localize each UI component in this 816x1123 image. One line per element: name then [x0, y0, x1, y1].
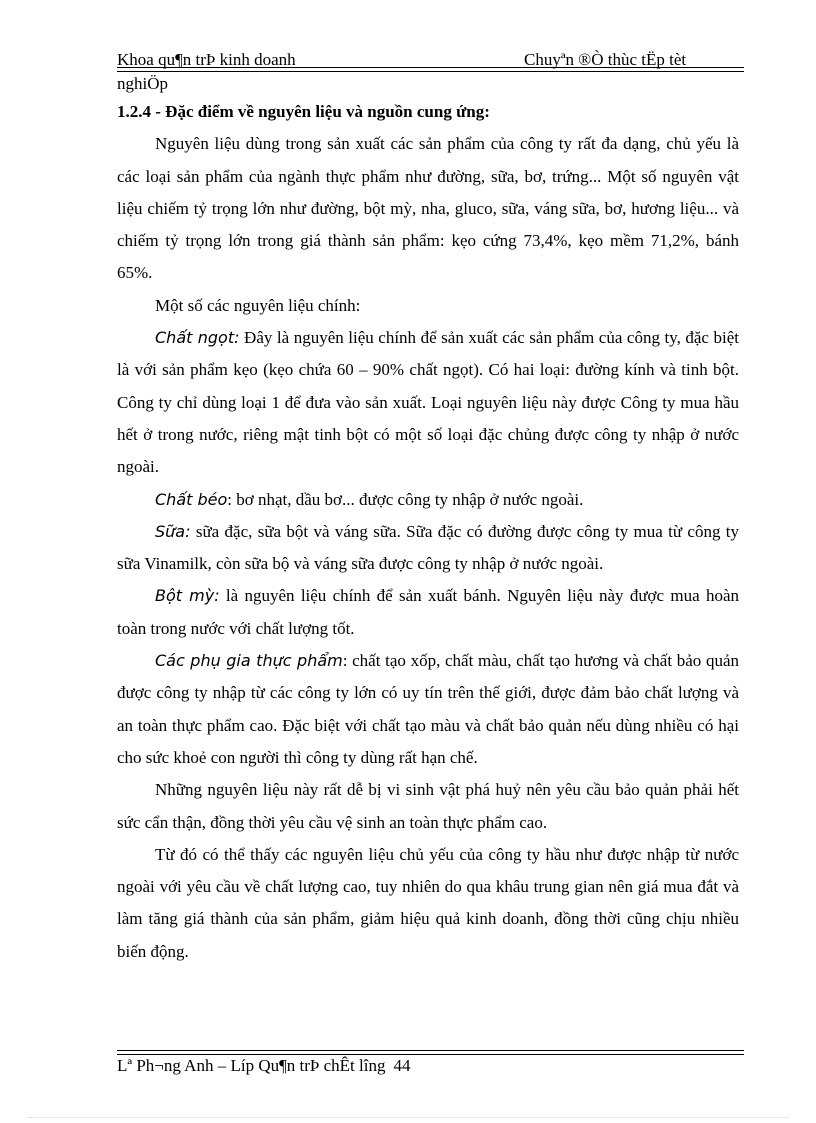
paragraph-conclusion: Từ đó có thể thấy các nguyên liệu chủ yếu của công ty hầu như được nhập từ nước ngoài với yêu cầu về chất lượng cao, tuy nhiên do qua khâu trung gian nên giá mua đắt và làm tăng giá thành của sản phẩm, giảm hiệu quả kinh doanh, đồng thời cũng chịu nhiều biến động. [117, 844, 739, 961]
paragraph-preservation: Những nguyên liệu này rất dễ bị vi sinh vật phá huỷ nên yêu cầu bảo quản phải hết sức cẩn thận, đồng thời yêu cầu vệ sinh an toàn thực phẩm cao. [117, 780, 739, 832]
page-bottom-border [28, 1117, 788, 1118]
paragraph-milk [117, 516, 739, 581]
paragraph-flour [117, 580, 739, 645]
milk-text: sữa đặc, sữa bột và váng sữa. Sữa đặc có đường được công ty mua từ công ty sữa Vinamilk, còn sữa bộ và váng sữa được công ty nhập ở nước ngoài. [117, 521, 739, 574]
additives-lead: Các phụ gia thực phẩm [155, 651, 343, 671]
header-right-text: Chuyªn ®Ò thùc tËp tèt [524, 50, 687, 69]
fats-lead: Chất béo [155, 489, 228, 509]
milk-lead: Sữa: [155, 521, 191, 541]
flour-text: là nguyên liệu chính để sản xuất bánh. Nguyên liệu này được mua hoàn toàn trong nước với chất lượng tốt. [117, 586, 739, 638]
sweeteners-text: Đây là nguyên liệu chính để sản xuất các sản phẩm của công ty, đặc biệt là với sản phẩm kẹo (kẹo chứa 60 – 90% chất ngọt). Có hai loại: đường kính và tinh bột. Công ty chỉ dùng loại 1 để đưa vào sản xuất. Loại nguyên liệu này được Công ty mua hầu hết ở trong nước, riêng mật tinh bột có một số loại đặc chủng được công ty nhập ở nước ngoài. [117, 328, 739, 477]
footer-author-text: Lª Ph¬ng Anh – Líp Qu¶n trÞ chÊt lîng [117, 1056, 386, 1075]
header-left-text: Khoa qu¶n trÞ kinh doanh [117, 50, 296, 69]
paragraph-main-materials: Một số các nguyên liệu chính: [155, 295, 361, 315]
header-continuation-text: nghiÖp [117, 74, 168, 93]
footer-rule-top [117, 1050, 744, 1051]
paragraph-fats [117, 484, 739, 516]
paragraph-additives [117, 645, 739, 774]
header-rule-top [117, 67, 744, 68]
header-rule-bottom [117, 71, 744, 72]
body-text [117, 96, 739, 968]
flour-lead: Bột mỳ: [155, 586, 220, 606]
sweeteners-lead: Chất ngọt: [155, 328, 240, 348]
page-number: 44 [393, 1056, 411, 1075]
footer [117, 1056, 410, 1076]
paragraph-intro: Nguyên liệu dùng trong sản xuất các sản phẩm của công ty rất đa dạng, chủ yếu là các loại sản phẩm của ngành thực phẩm như đường, sữa, bơ, trứng... Một số nguyên vật liệu chiếm tỷ trọng lớn như đường, bột mỳ, nha, gluco, sữa, váng sữa, bơ, hương liệu... và chiếm tỷ trọng lớn trong giá thành sản phẩm: kẹo cứng 73,4%, kẹo mềm 71,2%, bánh 65%. [117, 134, 739, 283]
fats-text: : bơ nhạt, dầu bơ... được công ty nhập ở nước ngoài. [227, 489, 584, 509]
additives-text: : chất tạo xốp, chất màu, chất tạo hương và chất bảo quản được công ty nhập từ các công ty lớn có uy tín trên thế giới, được đảm bảo chất lượng và an toàn thực phẩm cao. Đặc biệt với chất tạo màu và chất bảo quản nếu dùng nhiều có hại cho sức khoẻ con người thì công ty dùng rất hạn chế. [117, 651, 739, 767]
footer-rule-bottom [117, 1054, 744, 1055]
paragraph-sweeteners [117, 322, 739, 483]
section-title: 1.2.4 - Đặc điểm về nguyên liệu và nguồn cung ứng: [117, 102, 490, 121]
